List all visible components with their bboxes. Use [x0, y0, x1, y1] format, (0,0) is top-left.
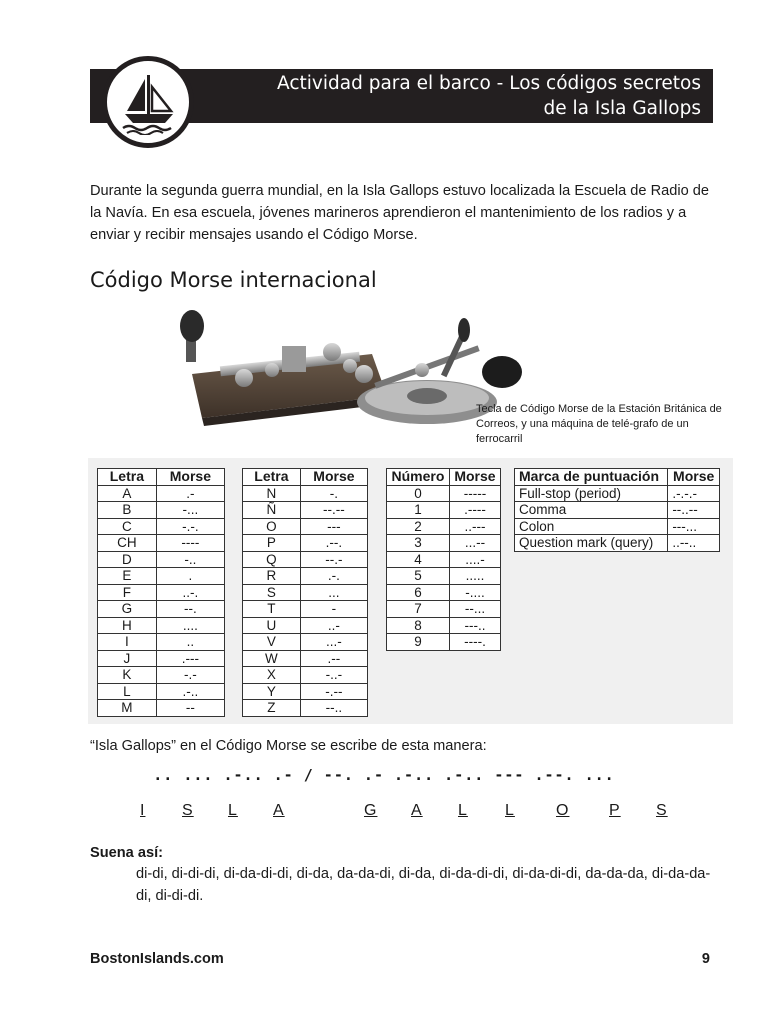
symbol-cell: U — [243, 617, 301, 634]
morse-code-cell: -. — [300, 485, 367, 502]
morse-code-cell: -..- — [300, 667, 367, 684]
example-letter: G — [364, 802, 378, 819]
morse-code-cell: . — [156, 568, 224, 585]
table-row — [243, 617, 368, 634]
symbol-cell: N — [243, 485, 301, 502]
table-row — [243, 667, 368, 684]
table-row — [387, 568, 501, 585]
table-row — [243, 535, 368, 552]
title-line-1: Actividad para el barco - Los códigos secretos — [277, 73, 701, 94]
morse-code-cell: --.- — [300, 551, 367, 568]
photo-caption: Tecla de Código Morse de la Estación Británica de Correos, y una máquina de telé-grafo de un ferrocarril — [476, 403, 722, 445]
morse-code-cell: --... — [449, 601, 500, 618]
symbol-cell: H — [98, 617, 157, 634]
footer-website: BostonIslands.com — [90, 951, 224, 967]
morse-code-cell: - — [300, 601, 367, 618]
column-header-morse: Morse — [300, 469, 367, 486]
morse-code-cell: ..-. — [156, 584, 224, 601]
symbol-cell: Q — [243, 551, 301, 568]
symbol-cell: 7 — [387, 601, 450, 618]
table-row — [243, 584, 368, 601]
table-row — [243, 485, 368, 502]
table-row — [243, 551, 368, 568]
symbol-cell: 2 — [387, 518, 450, 535]
table-row — [243, 634, 368, 651]
table-row — [98, 518, 225, 535]
morse-code-cell: .--. — [300, 535, 367, 552]
example-label: “Isla Gallops” en el Código Morse se escribe de esta manera: — [90, 738, 487, 754]
symbol-cell: M — [98, 700, 157, 717]
symbol-cell: K — [98, 667, 157, 684]
table-row — [98, 650, 225, 667]
symbol-cell: 1 — [387, 502, 450, 519]
symbol-cell: J — [98, 650, 157, 667]
example-letter: A — [273, 802, 285, 819]
table-row — [387, 634, 501, 651]
table-row — [387, 518, 501, 535]
sounds-heading: Suena así: — [90, 845, 163, 861]
intro-paragraph: Durante la segunda guerra mundial, en la Isla Gallops estuvo localizada la Escuela de Radio de la Navía. En esa escuela, jóvenes marineros aprendieron el mantenimiento de los radios y a enviar y recibir mensajes usando el Código Morse. — [90, 183, 709, 243]
morse-code-cell: ..--.. — [668, 535, 720, 552]
symbol-cell: 8 — [387, 617, 450, 634]
example-letter: P — [609, 802, 621, 819]
example-letter: A — [411, 802, 423, 819]
morse-code-cell: ...- — [300, 634, 367, 651]
symbol-cell: Comma — [515, 502, 668, 519]
table-row — [243, 601, 368, 618]
morse-code-cell: .-.-.- — [668, 485, 720, 502]
morse-code-cell: ...-- — [449, 535, 500, 552]
table-row — [515, 535, 720, 552]
morse-code-cell: -.... — [449, 584, 500, 601]
table-row — [98, 551, 225, 568]
title-line-2: de la Isla Gallops — [543, 98, 701, 119]
symbol-cell: 9 — [387, 634, 450, 651]
column-header-numero: Número — [387, 469, 450, 486]
symbol-cell: O — [243, 518, 301, 535]
morse-code-cell: .--- — [156, 650, 224, 667]
table-row — [387, 535, 501, 552]
example-letter: S — [656, 802, 668, 819]
table-row — [243, 683, 368, 700]
table-row — [98, 634, 225, 651]
morse-code-cell: -.- — [156, 667, 224, 684]
symbol-cell: V — [243, 634, 301, 651]
morse-code-cell: --.-- — [300, 502, 367, 519]
morse-code-cell: ..... — [449, 568, 500, 585]
letters-table-1 — [97, 468, 225, 717]
page-title — [277, 71, 701, 121]
example-letter: L — [505, 802, 515, 819]
symbol-cell: G — [98, 601, 157, 618]
table-row — [243, 518, 368, 535]
column-header-morse: Morse — [156, 469, 224, 486]
morse-code-cell: .-- — [300, 650, 367, 667]
symbol-cell: X — [243, 667, 301, 684]
symbol-cell: 3 — [387, 535, 450, 552]
morse-code-cell: .-. — [300, 568, 367, 585]
table-row — [387, 584, 501, 601]
table-row — [515, 485, 720, 502]
symbol-cell: 0 — [387, 485, 450, 502]
symbol-cell: Colon — [515, 518, 668, 535]
table-row — [243, 700, 368, 717]
table-row — [98, 617, 225, 634]
symbol-cell: D — [98, 551, 157, 568]
sailboat-logo — [102, 56, 194, 148]
morse-code-cell: -.. — [156, 551, 224, 568]
symbol-cell: Full-stop (period) — [515, 485, 668, 502]
symbol-cell: Question mark (query) — [515, 535, 668, 552]
table-row — [98, 502, 225, 519]
column-header-morse: Morse — [668, 469, 720, 486]
symbol-cell: Y — [243, 683, 301, 700]
table-row — [515, 518, 720, 535]
table-row — [98, 700, 225, 717]
table-row — [387, 551, 501, 568]
table-row — [98, 568, 225, 585]
symbol-cell: P — [243, 535, 301, 552]
symbol-cell: Z — [243, 700, 301, 717]
symbol-cell: CH — [98, 535, 157, 552]
column-header-letra: Letra — [98, 469, 157, 486]
morse-code-cell: --..-- — [668, 502, 720, 519]
morse-code-cell: --. — [156, 601, 224, 618]
column-header-morse: Morse — [449, 469, 500, 486]
symbol-cell: R — [243, 568, 301, 585]
punctuation-table — [514, 468, 720, 552]
table-row — [387, 502, 501, 519]
symbol-cell: L — [98, 683, 157, 700]
symbol-cell: 5 — [387, 568, 450, 585]
table-row — [243, 650, 368, 667]
morse-code-cell: ---.. — [449, 617, 500, 634]
morse-code-cell: -- — [156, 700, 224, 717]
column-header-puntuacion: Marca de puntuación — [515, 469, 668, 486]
morse-code-cell: --.. — [300, 700, 367, 717]
morse-code-cell: ----. — [449, 634, 500, 651]
example-letter: L — [228, 802, 238, 819]
morse-code-cell: .---- — [449, 502, 500, 519]
morse-code-cell: -... — [156, 502, 224, 519]
morse-code-cell: ---... — [668, 518, 720, 535]
table-row — [243, 502, 368, 519]
table-row — [98, 535, 225, 552]
table-row — [243, 568, 368, 585]
page-number: 9 — [701, 951, 710, 967]
symbol-cell: F — [98, 584, 157, 601]
example-letter: O — [556, 802, 570, 819]
symbol-cell: I — [98, 634, 157, 651]
symbol-cell: T — [243, 601, 301, 618]
numbers-table — [386, 468, 501, 651]
morse-example: .. ... .-.. .- / --. .- .-.. .-.. --- .--. ... — [153, 766, 615, 784]
morse-code-cell: ..- — [300, 617, 367, 634]
letters-table-2 — [242, 468, 368, 717]
symbol-cell: B — [98, 502, 157, 519]
symbol-cell: A — [98, 485, 157, 502]
morse-code-cell: --- — [300, 518, 367, 535]
morse-code-cell: ----- — [449, 485, 500, 502]
symbol-cell: E — [98, 568, 157, 585]
symbol-cell: W — [243, 650, 301, 667]
table-row — [387, 601, 501, 618]
section-title: Código Morse internacional — [90, 268, 377, 292]
table-row — [98, 667, 225, 684]
symbol-cell: C — [98, 518, 157, 535]
morse-code-cell: -.-- — [300, 683, 367, 700]
table-row — [387, 485, 501, 502]
morse-code-cell: ---- — [156, 535, 224, 552]
symbol-cell: S — [243, 584, 301, 601]
table-row — [98, 601, 225, 618]
example-letter: L — [458, 802, 468, 819]
example-letter: I — [140, 802, 146, 819]
example-letter: S — [182, 802, 194, 819]
morse-code-cell: .- — [156, 485, 224, 502]
table-row — [515, 502, 720, 519]
sounds-text: di-di, di-di-di, di-da-di-di, di-da, da-da-di, di-da, di-da-di-di, di-da-di-di, da-da-da, di-da-da-di, di-di-di. — [136, 866, 711, 904]
column-header-letra: Letra — [243, 469, 301, 486]
morse-code-cell: .. — [156, 634, 224, 651]
morse-code-cell: .-.. — [156, 683, 224, 700]
morse-code-cell: .... — [156, 617, 224, 634]
table-row — [98, 584, 225, 601]
morse-tables-area — [88, 458, 733, 724]
symbol-cell: 6 — [387, 584, 450, 601]
morse-code-cell: ....- — [449, 551, 500, 568]
table-row — [98, 485, 225, 502]
morse-code-cell: -.-. — [156, 518, 224, 535]
sailboat-icon — [121, 73, 177, 135]
table-row — [387, 617, 501, 634]
symbol-cell: Ñ — [243, 502, 301, 519]
symbol-cell: 4 — [387, 551, 450, 568]
morse-code-cell: ... — [300, 584, 367, 601]
morse-code-cell: ..--- — [449, 518, 500, 535]
table-row — [98, 683, 225, 700]
